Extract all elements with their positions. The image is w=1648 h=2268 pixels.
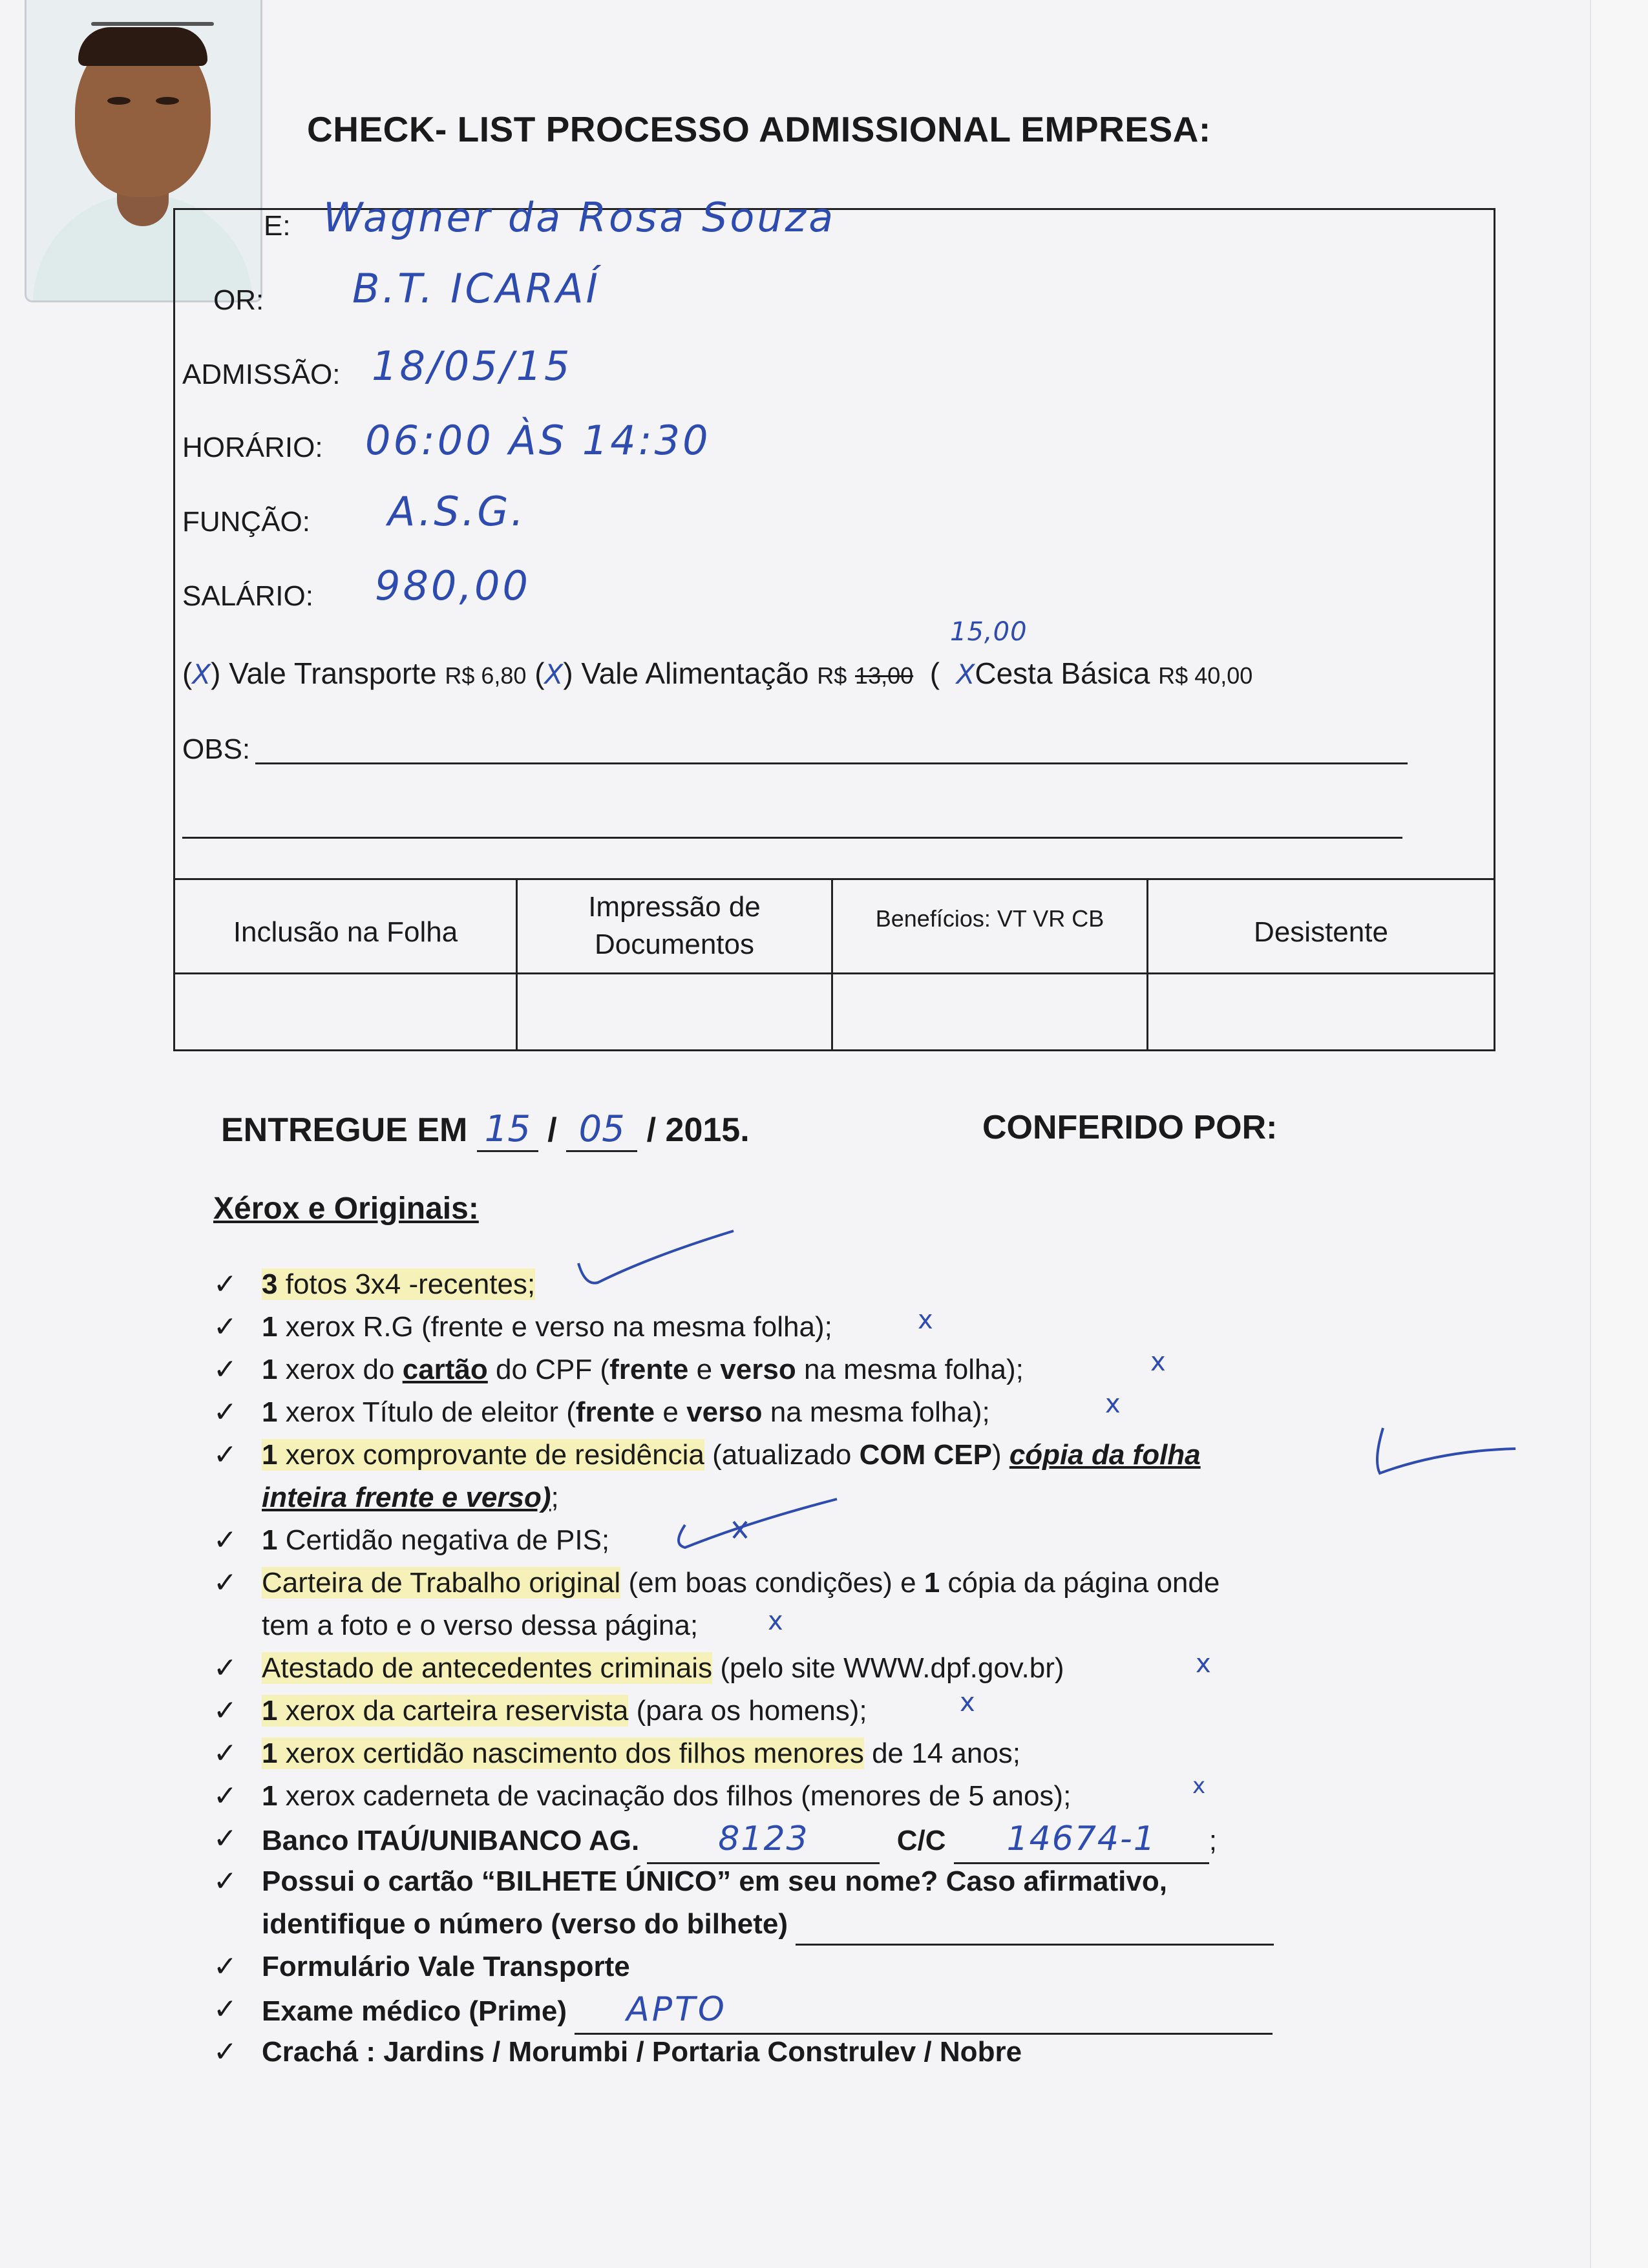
va-price-new: 15,00 bbox=[950, 617, 1028, 647]
check-icon: ✓ bbox=[213, 1311, 237, 1343]
grid-col-inclusion: Inclusão na Folha bbox=[175, 879, 518, 972]
va-price-prefix: R$ bbox=[817, 662, 847, 689]
handwritten-check-icon bbox=[1370, 1422, 1519, 1483]
cb-price: R$ 40,00 bbox=[1158, 662, 1253, 689]
x-mark-icon: x bbox=[1196, 1649, 1211, 1679]
check-icon: ✓ bbox=[213, 1738, 237, 1769]
handwritten-check-icon bbox=[572, 1224, 740, 1296]
name-label: E: bbox=[264, 210, 291, 242]
va-label: Vale Alimentação bbox=[581, 656, 809, 690]
function-label: FUNÇÃO: bbox=[182, 506, 310, 538]
grid-col-dropout: Desistente bbox=[1254, 916, 1388, 948]
x-mark-icon: x bbox=[1192, 1773, 1206, 1799]
grid-col-print: Impressão de Documentos bbox=[518, 879, 833, 972]
grid-cell-inclusion[interactable] bbox=[175, 972, 518, 1049]
check-icon: ✓ bbox=[213, 1780, 237, 1812]
x-mark-icon: x bbox=[768, 1606, 783, 1636]
grid-cell-dropout[interactable] bbox=[1148, 972, 1494, 1049]
cb-label: Cesta Básica bbox=[975, 656, 1150, 690]
handwritten-check-icon bbox=[666, 1486, 840, 1557]
name-value[interactable]: Wagner da Rosa Souza bbox=[323, 194, 836, 241]
checked-by-label: CONFERIDO POR: bbox=[982, 1109, 1278, 1146]
check-icon: ✓ bbox=[213, 1268, 237, 1300]
check-icon: ✓ bbox=[213, 1396, 237, 1428]
grid-col-benefits: Benefícios: VT VR CB bbox=[833, 879, 1148, 972]
check-icon: ✓ bbox=[213, 1951, 237, 1982]
check-icon: ✓ bbox=[213, 1354, 237, 1385]
va-checkbox[interactable]: X bbox=[544, 658, 564, 690]
bilhete-unico-field[interactable] bbox=[796, 1918, 1274, 1946]
delivery-year: / 2015. bbox=[646, 1111, 750, 1149]
sector-label: OR: bbox=[213, 284, 264, 316]
check-icon: ✓ bbox=[213, 2036, 237, 2068]
admission-label: ADMISSÃO: bbox=[182, 359, 341, 390]
cb-checkbox[interactable]: X bbox=[956, 658, 975, 690]
delivery-line bbox=[221, 1108, 750, 1152]
admission-value[interactable]: 18/05/15 bbox=[372, 342, 573, 390]
check-icon: ✓ bbox=[213, 1695, 237, 1727]
vt-price: R$ 6,80 bbox=[445, 662, 527, 689]
sector-value[interactable]: B.T. ICARAÍ bbox=[352, 265, 600, 312]
salary-value[interactable]: 980,00 bbox=[375, 562, 531, 609]
x-mark-icon: x bbox=[1105, 1389, 1121, 1419]
delivery-month[interactable]: 05 bbox=[578, 1108, 625, 1150]
medical-exam-value[interactable]: APTO bbox=[626, 1990, 727, 2029]
section-title: Xérox e Originais: bbox=[213, 1192, 479, 1226]
delivery-label: ENTREGUE EM bbox=[221, 1111, 468, 1149]
benefits-line: (X) Vale Transporte R$ 6,80 (X) Vale Alimentação R$ 13,00 ( XCesta Básica R$ 40,00 bbox=[182, 656, 1253, 690]
va-price-old: 13,00 bbox=[855, 662, 914, 689]
check-icon: ✓ bbox=[213, 1993, 237, 2025]
check-icon: ✓ bbox=[213, 1865, 237, 1897]
check-icon: ✓ bbox=[213, 1439, 237, 1471]
check-icon: ✓ bbox=[213, 1652, 237, 1684]
scan-edge bbox=[1590, 0, 1648, 2268]
obs-label: OBS: bbox=[182, 733, 251, 765]
obs-line-2[interactable] bbox=[182, 837, 1402, 839]
grid-cell-benefits[interactable] bbox=[833, 972, 1148, 1049]
x-mark-icon: x bbox=[918, 1305, 933, 1335]
x-mark-icon: x bbox=[1150, 1347, 1166, 1377]
check-icon: ✓ bbox=[213, 1524, 237, 1556]
status-grid bbox=[173, 879, 1495, 1051]
grid-cell-print[interactable] bbox=[518, 972, 833, 1049]
schedule-value[interactable]: 06:00 ÀS 14:30 bbox=[365, 417, 711, 464]
check-icon: ✓ bbox=[213, 1823, 237, 1854]
salary-label: SALÁRIO: bbox=[182, 580, 313, 612]
bank-account-value[interactable]: 14674-1 bbox=[1006, 1820, 1156, 1858]
vt-checkbox[interactable]: X bbox=[192, 658, 211, 690]
obs-line-1[interactable] bbox=[255, 762, 1408, 764]
bank-agency-value[interactable]: 8123 bbox=[718, 1820, 809, 1858]
function-value[interactable]: A.S.G. bbox=[388, 488, 527, 535]
delivery-day[interactable]: 15 bbox=[484, 1108, 531, 1150]
x-mark-icon: x bbox=[960, 1688, 975, 1717]
check-icon: ✓ bbox=[213, 1567, 237, 1599]
delivery-sep: / bbox=[547, 1111, 557, 1149]
page-title: CHECK- LIST PROCESSO ADMISSIONAL EMPRESA: bbox=[307, 109, 1211, 149]
vt-label: Vale Transporte bbox=[229, 656, 437, 690]
schedule-label: HORÁRIO: bbox=[182, 432, 323, 463]
